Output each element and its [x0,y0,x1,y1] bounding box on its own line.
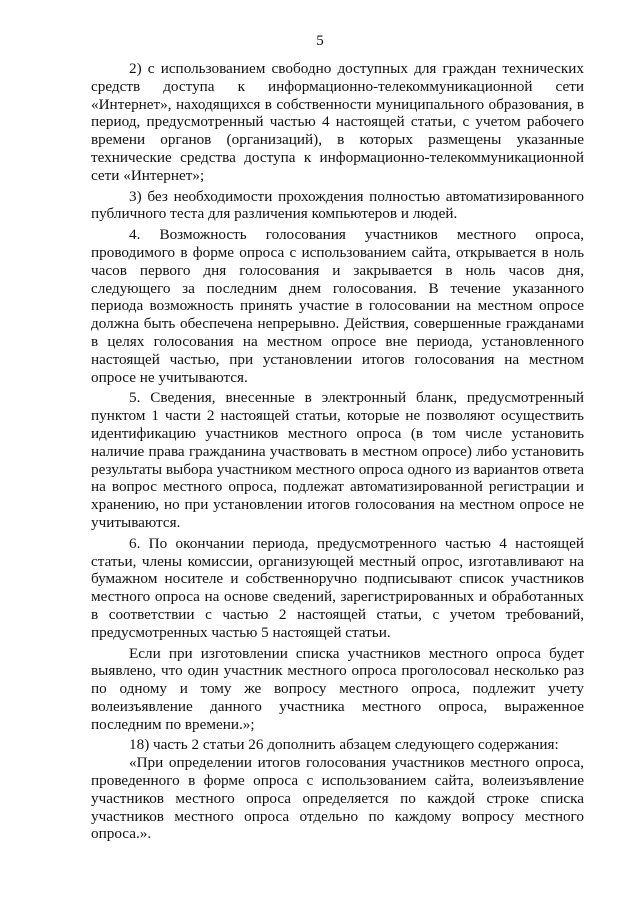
page-number: 5 [316,33,324,49]
paragraph-clause-2: 2) с использованием свободно доступных для граждан технических средств доступа к информационно-телекоммуникационной сети «Интернет», находящихся в собственности муниципального образования, в период, предусмотренный частью 4 настоящей статьи, с учетом рабочего времени органов (организаций), в которых размещены указанные технические средства доступа к информационно-телекоммуникационной сети «Интернет»; [91,60,584,184]
paragraph-part-4: 4. Возможность голосования участников местного опроса, проводимого в форме опроса с использованием сайта, открывается в ноль часов первого дня голосования и закрывается в ноль часов дня, следующего за последним днем голосования. В течение указанного периода возможность принять участие в голосовании на местном опросе должна быть обеспечена непрерывно. Действия, совершенные гражданами в целях голосования на местном опросе вне периода, установленного настоящей частью, при установлении итогов голосования на местном опросе не учитываются. [91,226,584,386]
paragraph-part-6: 6. По окончании периода, предусмотренного частью 4 настоящей статьи, члены комиссии, организующей местный опрос, изготавливают на бумажном носителе и собственноручно подписывают список участников местного опроса на основе сведений, зарегистрированных и обработанных в соответствии с частью 2 настоящей статьи, с учетом требований, предусмотренных частью 5 настоящей статьи. [91,534,584,641]
paragraph-part-5: 5. Сведения, внесенные в электронный бланк, предусмотренный пунктом 1 части 2 настоящей статьи, которые не позволяют осуществить идентификацию участников местного опроса (в том числе установить наличие права гражданина участвовать в местном опросе) либо установить результаты выбора участником местного опроса одного из вариантов ответа на вопрос местного опроса, подлежат автоматизированной регистрации и хранению, но при установлении итогов голосования на местном опросе не учитываются. [91,389,584,531]
paragraph-item-18: 18) часть 2 статьи 26 дополнить абзацем следующего содержания: [129,736,559,754]
paragraph-duplicate-votes: Если при изготовлении списка участников местного опроса будет выявлено, что один участник местного опроса проголосовал несколько раз по одному и тому же вопросу местного опроса, подлежит учету волеизъявление данного участника местного опроса, выраженное последним по времени.»; [91,644,584,733]
document-body [91,60,584,846]
paragraph-clause-3: 3) без необходимости прохождения полностью автоматизированного публичного теста для различения компьютеров и людей. [91,187,584,223]
paragraph-added-text: «При определении итогов голосования участников местного опроса, проведенного в форме опроса с использованием сайта, волеизъявление участников местного опроса определяется по каждой строке списка участников местного опроса отдельно по каждому вопросу местного опроса.». [91,754,584,843]
